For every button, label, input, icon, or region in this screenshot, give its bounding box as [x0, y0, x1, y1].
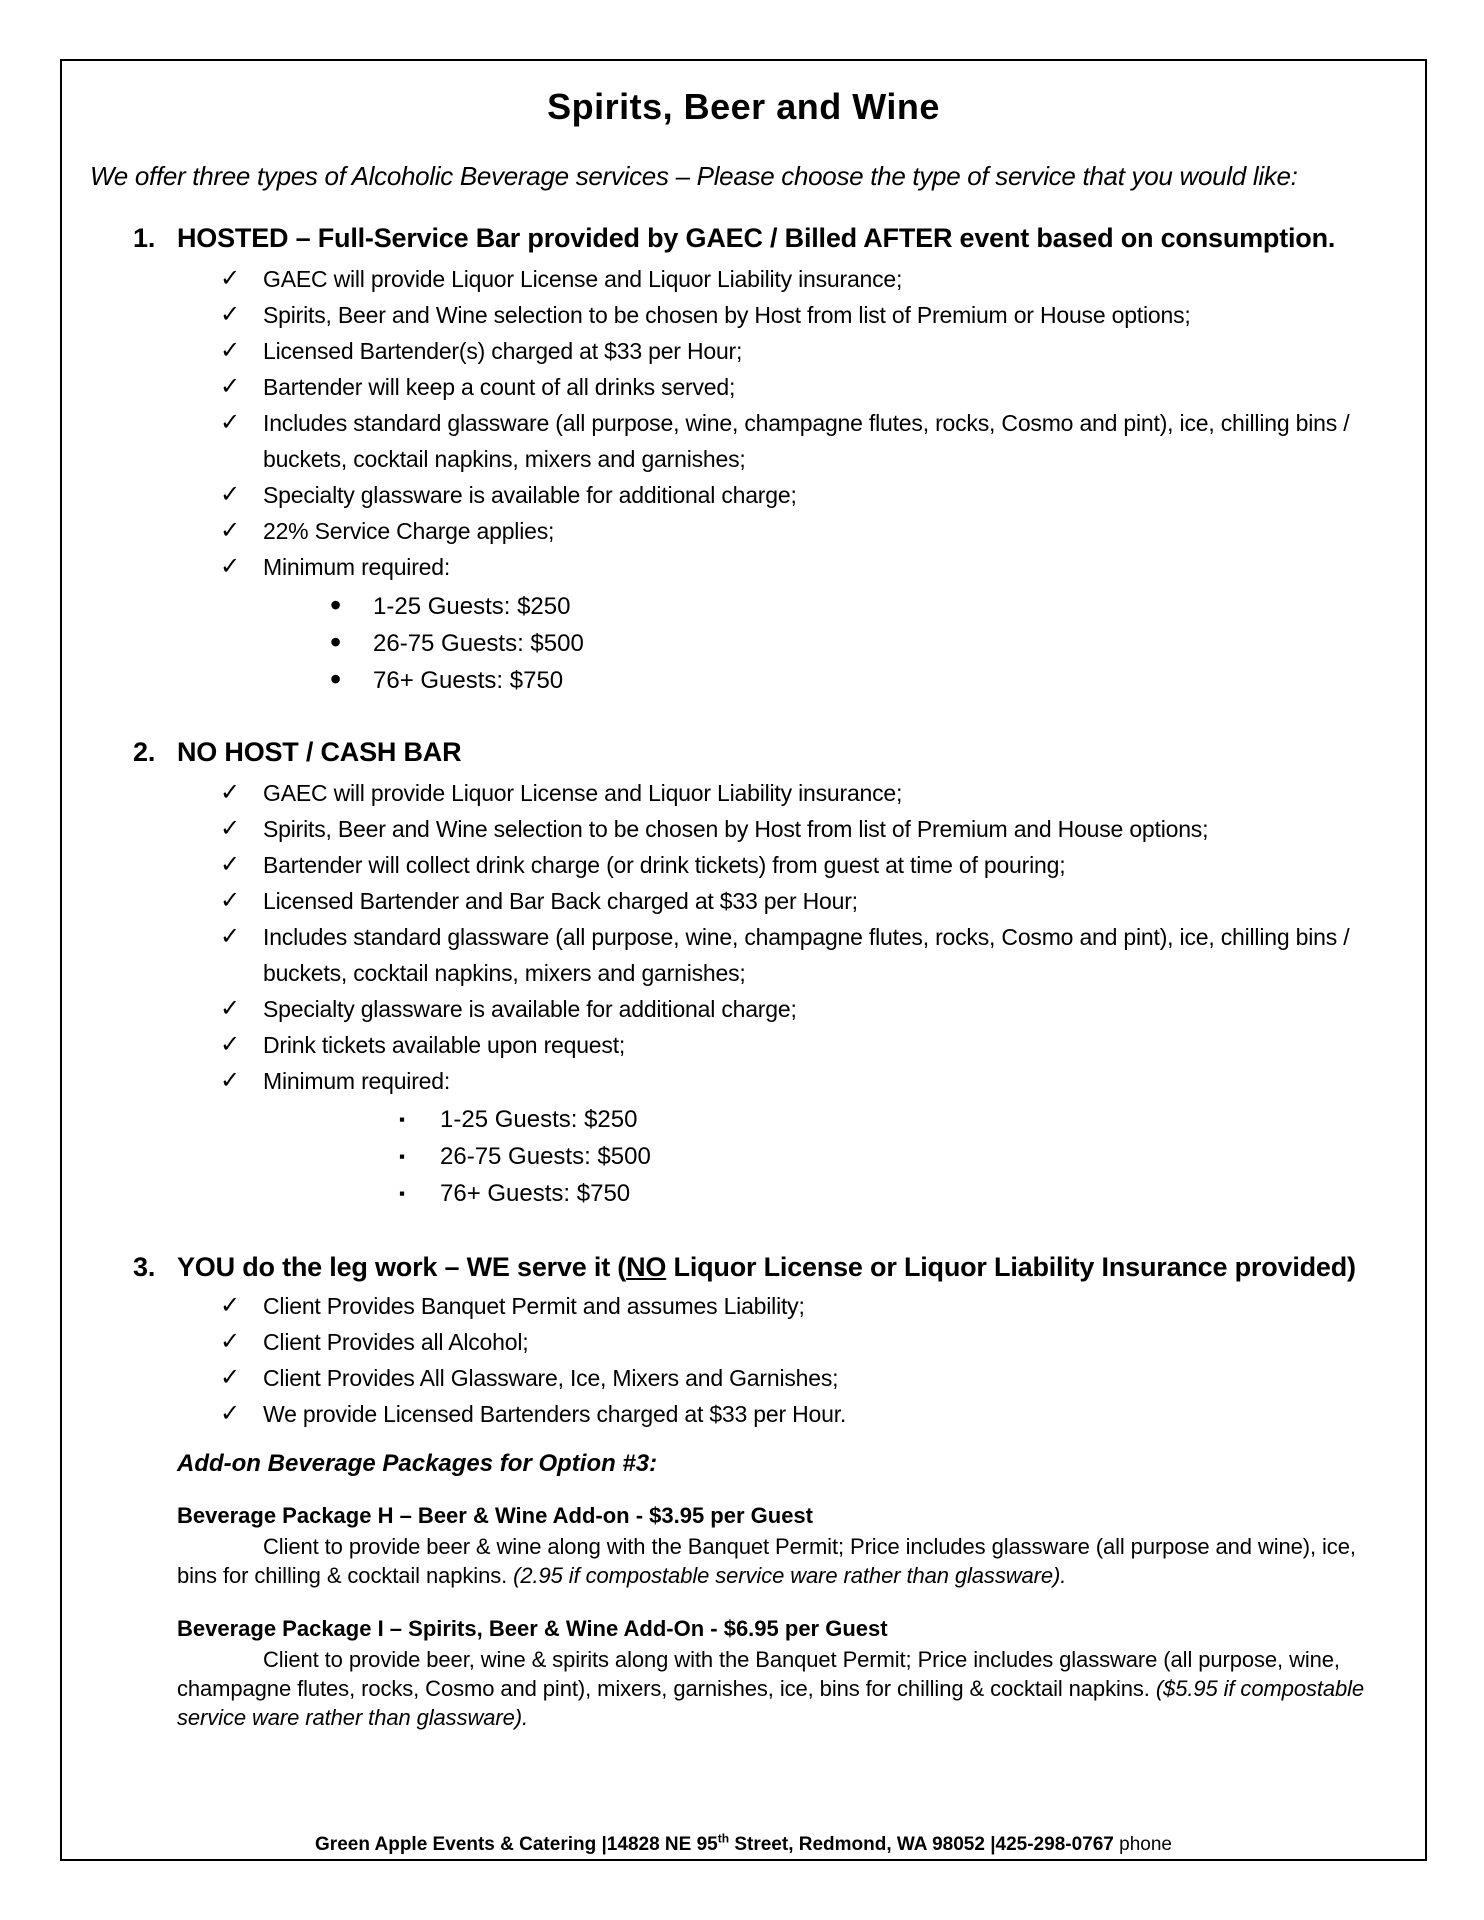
- list-item: [220, 333, 1398, 369]
- page-title: Spirits, Beer and Wine: [547, 86, 940, 127]
- footer-ordinal-suffix: th: [717, 1831, 730, 1846]
- section-2-minimums-list: [397, 1101, 1425, 1212]
- section-3-item-list: [220, 1288, 1425, 1432]
- minimum-item-text: 76+ Guests: $750: [440, 1180, 631, 1207]
- checkmark-icon: ✓: [220, 851, 240, 878]
- addon-packages-heading: Add-on Beverage Packages for Option #3:: [177, 1450, 658, 1477]
- package-i-body-text: Client to provide beer, wine & spirits along with the Banquet Permit; Price includes glassware (all purpose, wine, champagne flutes, rocks, Cosmo and pint), mixers, garnishes, ice, bins for chilling & cocktail napkins.: [177, 1647, 1340, 1701]
- list-item: [220, 811, 1398, 847]
- checkmark-icon: ✓: [220, 815, 240, 842]
- list-item-text: 22% Service Charge applies;: [263, 518, 555, 544]
- list-item-text: Licensed Bartender(s) charged at $33 per Hour;: [263, 338, 743, 364]
- minimum-item: [397, 1175, 1425, 1212]
- minimum-item: [397, 1101, 1425, 1138]
- list-item-text: GAEC will provide Liquor License and Liquor Liability insurance;: [263, 780, 903, 806]
- checkmark-icon: ✓: [220, 1400, 240, 1427]
- checkmark-icon: ✓: [220, 923, 240, 950]
- footer-contact-line: [62, 1833, 1425, 1857]
- document-content: [62, 85, 1425, 1883]
- list-item: [220, 1360, 1398, 1396]
- checkmark-icon: ✓: [220, 995, 240, 1022]
- bullet-icon: •: [330, 624, 342, 660]
- list-item: [220, 297, 1398, 333]
- document-page-border: [60, 59, 1427, 1861]
- section-1-item-list: [220, 261, 1425, 585]
- section-3-heading-text: [177, 1250, 1356, 1284]
- list-item-text: Specialty glassware is available for additional charge;: [263, 996, 797, 1022]
- section-2-heading-text: NO HOST / CASH BAR: [177, 737, 462, 767]
- section-2-item-list: [220, 775, 1425, 1099]
- footer-name-address: Green Apple Events & Catering |14828 NE 95: [315, 1834, 718, 1855]
- heading-text-post: Liquor License or Liquor Liability Insurance provided): [666, 1252, 1356, 1282]
- square-bullet-icon: ▪: [399, 1147, 406, 1166]
- list-item-text: We provide Licensed Bartenders charged at $33 per Hour.: [263, 1401, 847, 1427]
- package-i-note: ($5.95 if compostable service ware rather than glassware).: [177, 1676, 1365, 1730]
- list-item: [220, 883, 1398, 919]
- list-item-text: Includes standard glassware (all purpose, wine, champagne flutes, rocks, Cosmo and pint), ice, chilling bins / buckets, cocktail napkins, mixers and garnishes;: [263, 924, 1350, 986]
- list-item: [220, 1063, 1398, 1099]
- bullet-icon: •: [330, 661, 342, 697]
- checkmark-icon: ✓: [220, 337, 240, 364]
- intro-line: We offer three types of Alcoholic Beverage services – Please choose the type of service that you would like:: [90, 161, 1298, 191]
- checkmark-icon: ✓: [220, 265, 240, 292]
- list-item-text: Specialty glassware is available for additional charge;: [263, 482, 797, 508]
- footer-phone-label: phone: [1113, 1834, 1172, 1855]
- minimum-item-text: 1-25 Guests: $250: [440, 1106, 638, 1133]
- section-1-heading-text: HOSTED – Full-Service Bar provided by GAEC / Billed AFTER event based on consumption.: [177, 223, 1336, 253]
- list-item: [220, 919, 1398, 991]
- list-item: [220, 1288, 1398, 1324]
- checkmark-icon: ✓: [220, 517, 240, 544]
- section-1-minimums-list: [330, 588, 1425, 699]
- package-i-title: Beverage Package I – Spirits, Beer & Wine Add-On - $6.95 per Guest: [177, 1616, 888, 1641]
- list-item-text: Client Provides Banquet Permit and assumes Liability;: [263, 1293, 805, 1319]
- list-item: [220, 369, 1398, 405]
- section-2-number: 2.: [133, 737, 156, 767]
- list-item: [220, 847, 1398, 883]
- section-3-number: 3.: [133, 1252, 156, 1282]
- list-item: [220, 513, 1398, 549]
- minimum-item: [330, 588, 1425, 625]
- list-item: [220, 261, 1398, 297]
- list-item: [220, 1324, 1398, 1360]
- square-bullet-icon: ▪: [399, 1110, 406, 1129]
- checkmark-icon: ✓: [220, 301, 240, 328]
- list-item: [220, 775, 1398, 811]
- section-3-heading: [133, 1250, 1425, 1284]
- section-1-heading: [133, 221, 1425, 255]
- list-item-text: Includes standard glassware (all purpose, wine, champagne flutes, rocks, Cosmo and pint), ice, chilling bins / buckets, cocktail napkins, mixers and garnishes;: [263, 410, 1350, 472]
- list-item: [220, 549, 1398, 585]
- section-2-heading: [133, 735, 1425, 769]
- heading-text-pre: YOU do the leg work – WE serve it (: [177, 1252, 627, 1282]
- list-item-text: Spirits, Beer and Wine selection to be chosen by Host from list of Premium or House options;: [263, 302, 1191, 328]
- footer-address-phone: Street, Redmond, WA 98052 |425-298-0767: [729, 1834, 1114, 1855]
- list-item-text: Licensed Bartender and Bar Back charged at $33 per Hour;: [263, 888, 858, 914]
- package-i-body: [177, 1645, 1387, 1732]
- checkmark-icon: ✓: [220, 779, 240, 806]
- list-item-text: Client Provides All Glassware, Ice, Mixers and Garnishes;: [263, 1365, 839, 1391]
- checkmark-icon: ✓: [220, 1328, 240, 1355]
- minimum-item: [397, 1138, 1425, 1175]
- package-h-title: Beverage Package H – Beer & Wine Add-on - $3.95 per Guest: [177, 1503, 813, 1528]
- square-bullet-icon: ▪: [399, 1184, 406, 1203]
- checkmark-icon: ✓: [220, 373, 240, 400]
- list-item-text: Client Provides all Alcohol;: [263, 1329, 529, 1355]
- checkmark-icon: ✓: [220, 481, 240, 508]
- list-item: [220, 405, 1398, 477]
- package-h-body-text: Client to provide beer & wine along with the Banquet Permit; Price includes glassware (all purpose and wine), ice, bins for chilling & cocktail napkins.: [177, 1534, 1356, 1588]
- list-item-text: Drink tickets available upon request;: [263, 1032, 626, 1058]
- checkmark-icon: ✓: [220, 887, 240, 914]
- checkmark-icon: ✓: [220, 1364, 240, 1391]
- minimum-item-text: 76+ Guests: $750: [373, 667, 564, 694]
- list-item-text: Bartender will collect drink charge (or drink tickets) from guest at time of pouring;: [263, 852, 1066, 878]
- list-item-text: Spirits, Beer and Wine selection to be chosen by Host from list of Premium and House options;: [263, 816, 1209, 842]
- checkmark-icon: ✓: [220, 553, 240, 580]
- minimum-item-text: 26-75 Guests: $500: [373, 630, 584, 657]
- list-item-text: Minimum required:: [263, 1068, 451, 1094]
- minimum-item: [330, 662, 1425, 699]
- minimum-item-text: 1-25 Guests: $250: [373, 593, 571, 620]
- heading-text-underlined: NO: [626, 1252, 667, 1282]
- checkmark-icon: ✓: [220, 1031, 240, 1058]
- list-item: [220, 1396, 1398, 1432]
- minimum-item-text: 26-75 Guests: $500: [440, 1143, 651, 1170]
- checkmark-icon: ✓: [220, 409, 240, 436]
- list-item: [220, 991, 1398, 1027]
- list-item-text: Minimum required:: [263, 554, 451, 580]
- package-h-body: [177, 1532, 1387, 1590]
- list-item: [220, 1027, 1398, 1063]
- list-item-text: GAEC will provide Liquor License and Liquor Liability insurance;: [263, 266, 903, 292]
- bullet-icon: •: [330, 587, 342, 623]
- section-1-number: 1.: [133, 223, 156, 253]
- checkmark-icon: ✓: [220, 1067, 240, 1094]
- checkmark-icon: ✓: [220, 1292, 240, 1319]
- minimum-item: [330, 625, 1425, 662]
- list-item: [220, 477, 1398, 513]
- list-item-text: Bartender will keep a count of all drinks served;: [263, 374, 736, 400]
- package-h-note: (2.95 if compostable service ware rather than glassware).: [513, 1563, 1067, 1588]
